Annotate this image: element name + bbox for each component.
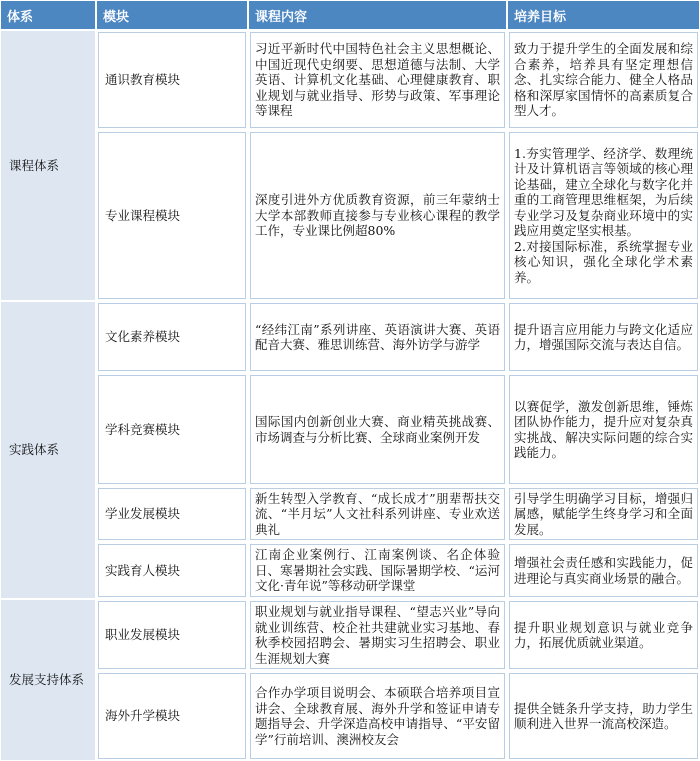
content-cell: 职业规划与就业指导课程、“望志兴业”导向就业训练营、校企社共建就业实习基地、春秋季校园招聘会、暑期实习生招聘会、职业生涯规划大赛 [248, 599, 507, 671]
content-cell: 新生转型入学教育、“成长成才”朋辈帮扶交流、“半月坛”人文社科系列讲座、专业欢送典礼 [248, 486, 507, 542]
module-cell: 学业发展模块 [96, 486, 248, 542]
goal-cell [507, 130, 700, 301]
system-cell: 课程体系 [0, 30, 96, 301]
header-goal: 培养目标 [507, 0, 700, 30]
module-cell: 学科竞赛模块 [96, 373, 248, 486]
table-row [0, 30, 700, 130]
table-row [0, 301, 700, 373]
content-cell: 习近平新时代中国特色社会主义思想概论、中国近现代史纲要、思想道德与法制、大学英语、计算机文化基础、心理健康教育、职业规划与就业指导、形势与政策、军事理论等课程 [248, 30, 507, 130]
module-cell: 通识教育模块 [96, 30, 248, 130]
table-row [0, 599, 700, 671]
goal-point-1: 1.夯实管理学、经济学、数理统计及计算机语言等领域的核心理论基础，建立全球化与数字化并重的工商管理思维框架，为后续专业学习及复杂商业环境中的实践应用奠定坚实根基。 [514, 145, 693, 239]
table-row [0, 486, 700, 542]
table-row [0, 373, 700, 486]
module-cell: 专业课程模块 [96, 130, 248, 301]
header-content: 课程内容 [248, 0, 507, 30]
system-cell: 发展支持体系 [0, 599, 96, 761]
table-row [0, 671, 700, 761]
content-cell: 合作办学项目说明会、本硕联合培养项目宣讲会、全球教育展、海外升学和签证申请专题指导会、升学深造高校申请指导、“平安留学”行前培训、澳洲校友会 [248, 671, 507, 761]
content-cell: 江南企业案例行、江南案例谈、名企体验日、寒暑期社会实践、国际暑期学校、“运河文化·青年说”等移动研学课堂 [248, 542, 507, 599]
goal-cell: 提升职业规划意识与就业竞争力，拓展优质就业渠道。 [507, 599, 700, 671]
goal-point-2: 2.对接国际标准，系统掌握专业核心知识，强化全球化学术素养。 [514, 238, 693, 285]
header-row [0, 0, 700, 30]
content-cell: 深度引进外方优质教育资源，前三年蒙纳士大学本部教师直接参与专业核心课程的教学工作，专业课比例超80% [248, 130, 507, 301]
goal-cell: 致力于提升学生的全面发展和综合素养，培养具有坚定理想信念、扎实综合能力、健全人格品格和深厚家国情怀的高素质复合型人才。 [507, 30, 700, 130]
goal-cell: 提供全链条升学支持，助力学生顺利进入世界一流高校深造。 [507, 671, 700, 761]
goal-cell: 引导学生明确学习目标，增强归属感，赋能学生终身学习和全面发展。 [507, 486, 700, 542]
header-system: 体系 [0, 0, 96, 30]
module-cell: 职业发展模块 [96, 599, 248, 671]
goal-cell: 提升语言应用能力与跨文化适应力，增强国际交流与表达自信。 [507, 301, 700, 373]
system-cell: 实践体系 [0, 301, 96, 599]
table-row [0, 542, 700, 599]
module-cell: 海外升学模块 [96, 671, 248, 761]
content-cell: 国际国内创新创业大赛、商业精英挑战赛、市场调查与分析比赛、全球商业案例开发 [248, 373, 507, 486]
table-row [0, 130, 700, 301]
module-cell: 文化素养模块 [96, 301, 248, 373]
goal-cell: 增强社会责任感和实践能力，促进理论与真实商业场景的融合。 [507, 542, 700, 599]
goal-cell: 以赛促学，激发创新思维，锤炼团队协作能力，提升应对复杂真实挑战、解决实际问题的综合实践能力。 [507, 373, 700, 486]
content-cell: “经纬江南”系列讲座、英语演讲大赛、英语配音大赛、雅思训练营、海外访学与游学 [248, 301, 507, 373]
module-cell: 实践育人模块 [96, 542, 248, 599]
header-module: 模块 [96, 0, 248, 30]
